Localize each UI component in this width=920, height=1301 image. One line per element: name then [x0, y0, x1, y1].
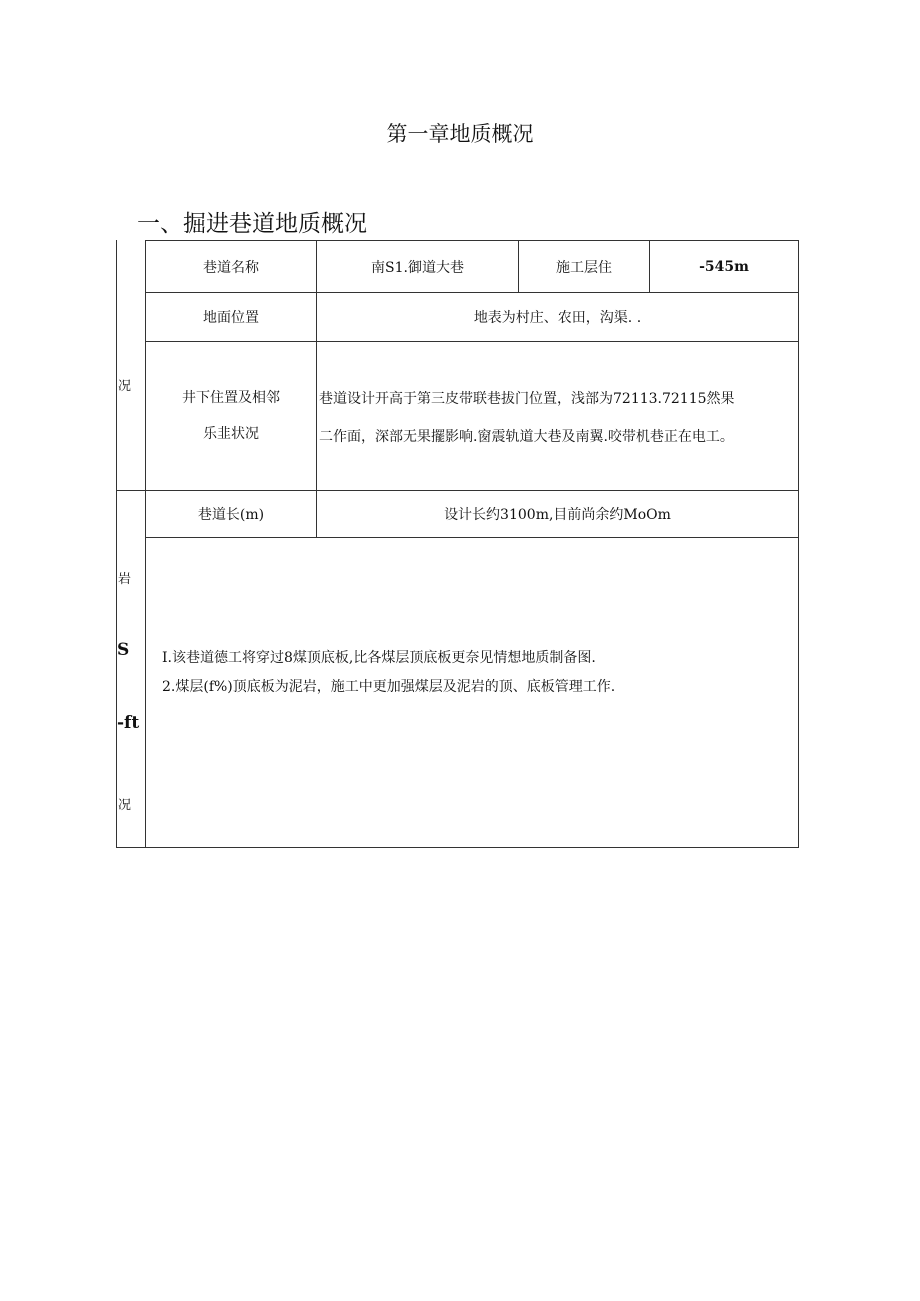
- chapter-title: 第一章地质概况: [386, 122, 534, 146]
- side-label-s: S: [117, 640, 130, 660]
- rock-note-1: I.该巷道德工将穿过8煤顶底板,比各煤层顶底板更奈见情想地质制备图.: [162, 650, 596, 666]
- tunnel-length-value: 设计长约3100m,目前尚余约MoOm: [444, 507, 671, 523]
- side-label-ft: -ft: [117, 713, 140, 733]
- underground-value-line-1: 巷道设计开高于第三皮带联巷拔门位置，浅部为72113.72115然果: [319, 391, 735, 407]
- surface-position-label: 地面位置: [203, 310, 259, 326]
- underground-value-line-2: 二作面，深部无果擺影响.窗震轨道大巷及南翼.咬带机巷正在电工。: [319, 429, 734, 445]
- tunnel-length-label: 巷道长(m): [197, 507, 265, 523]
- rock-note-2: 2.煤层(f%)顶底板为泥岩，施工中更加强煤层及泥岩的顶、底板管理工作.: [162, 679, 616, 695]
- surface-position-value: 地表为村庄、农田，沟渠. .: [473, 310, 642, 326]
- underground-label-line-2: 乐韭状况: [203, 426, 259, 442]
- underground-label-line-1: 井下住置及相邻: [182, 390, 280, 406]
- construction-level-label: 施工层住: [556, 259, 612, 276]
- tunnel-name-label: 巷道名称: [203, 259, 259, 276]
- side-label-kuang-2: 况: [118, 798, 132, 813]
- tunnel-name-value: 南S1.御道大巷: [371, 259, 464, 276]
- section-title: 一、掘进巷道地质概况: [137, 211, 367, 237]
- underground-position-label: [146, 342, 316, 490]
- side-label-kuang: 况: [118, 379, 132, 394]
- side-label-yan: 岩: [118, 572, 132, 587]
- construction-level-value: -545m: [699, 258, 749, 275]
